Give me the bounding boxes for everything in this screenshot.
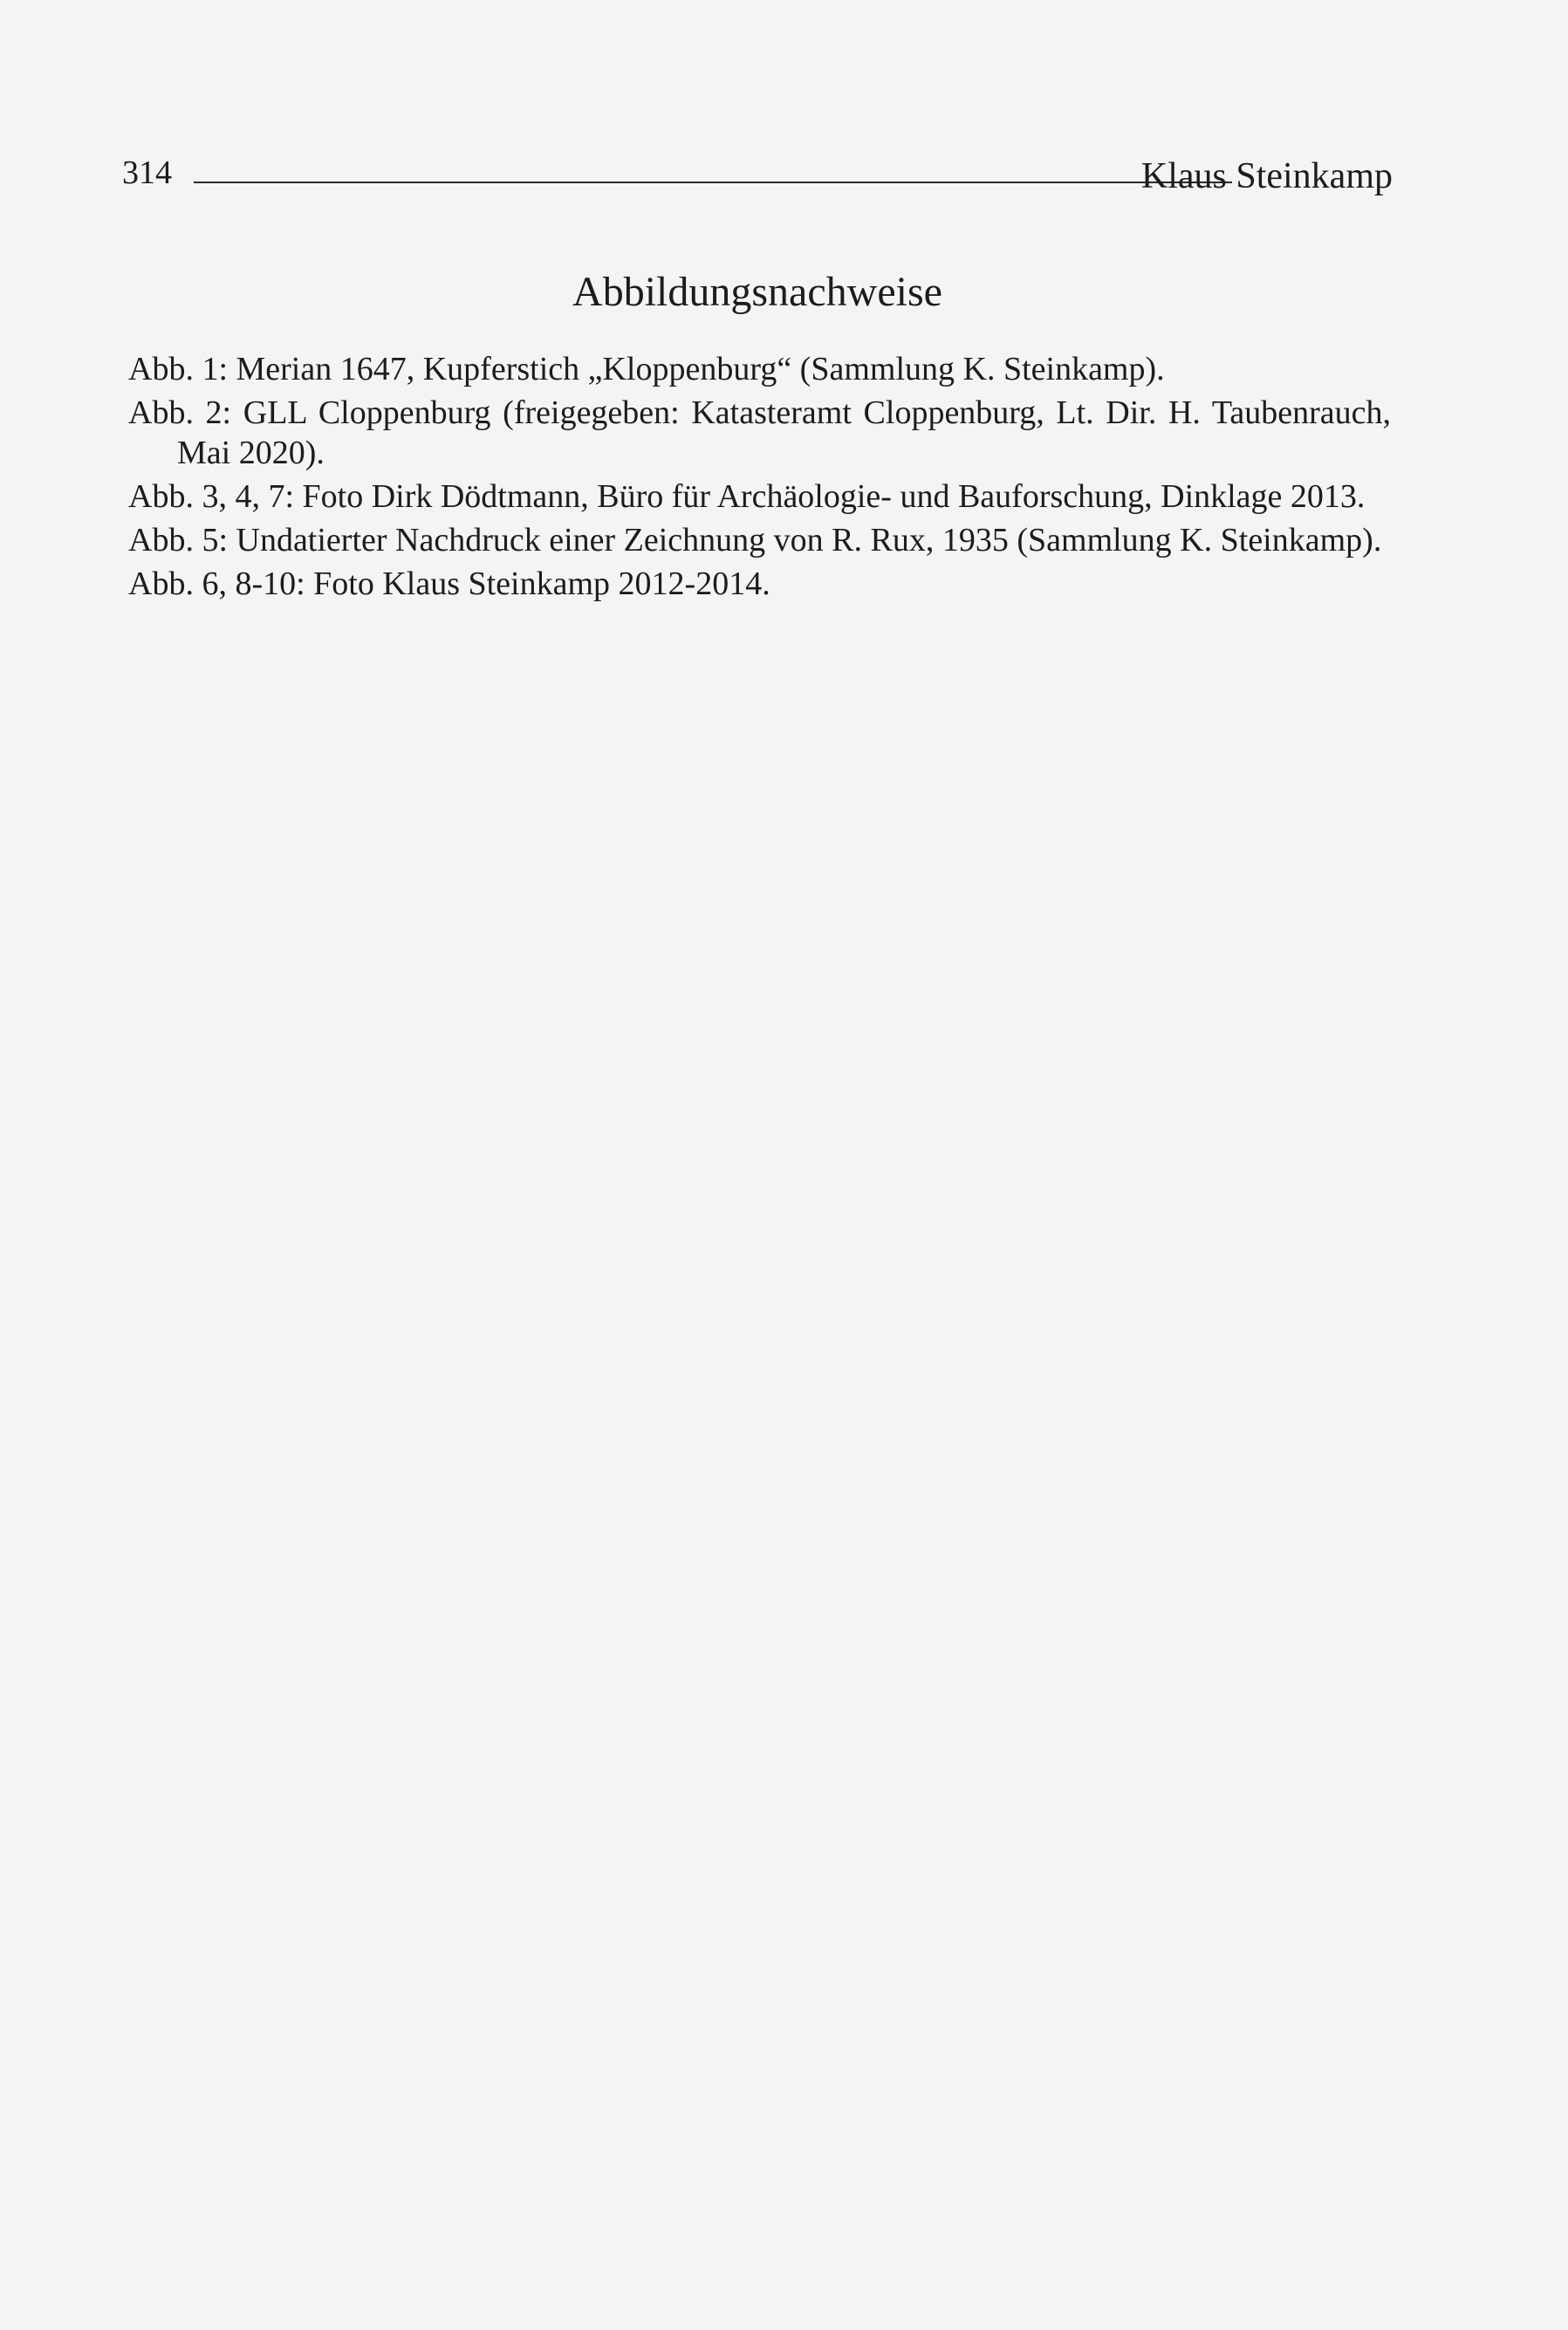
- credit-item: [128, 476, 1391, 517]
- credit-text: Undatierter Nachdruck einer Zeichnung von R. Rux, 1935 (Sammlung K. Steinkamp).: [236, 522, 1382, 559]
- page-number: 314: [122, 154, 172, 191]
- credit-label: Abb. 1:: [128, 351, 228, 387]
- credit-text: Foto Klaus Steinkamp 2012-2014.: [313, 565, 770, 602]
- credit-text: Foto Dirk Dödtmann, Büro für Archäologie- und Bauforschung, Dinklage 2013.: [302, 478, 1366, 515]
- credit-label: Abb. 2:: [128, 394, 232, 431]
- section-title: Abbildungsnachweise: [572, 269, 942, 315]
- credit-item: [128, 349, 1391, 389]
- credit-item: [128, 393, 1391, 473]
- credit-item: [128, 564, 1391, 604]
- credit-label: Abb. 6, 8-10:: [128, 565, 305, 602]
- credit-label: Abb. 3, 4, 7:: [128, 478, 294, 515]
- credit-item: [128, 520, 1391, 560]
- running-head: [122, 147, 1393, 199]
- running-head-author: Klaus Steinkamp: [1140, 156, 1393, 196]
- header-rule: [194, 182, 1232, 183]
- credit-text: GLL Cloppenburg (freigegeben: Katasteramt Cloppenburg, Lt. Dir. H. Taubenrauch, Mai 2020).: [177, 394, 1392, 471]
- figure-credits-list: [128, 349, 1391, 607]
- credit-text: Merian 1647, Kupferstich „Kloppenburg“ (Sammlung K. Steinkamp).: [236, 351, 1165, 387]
- credit-label: Abb. 5:: [128, 522, 228, 559]
